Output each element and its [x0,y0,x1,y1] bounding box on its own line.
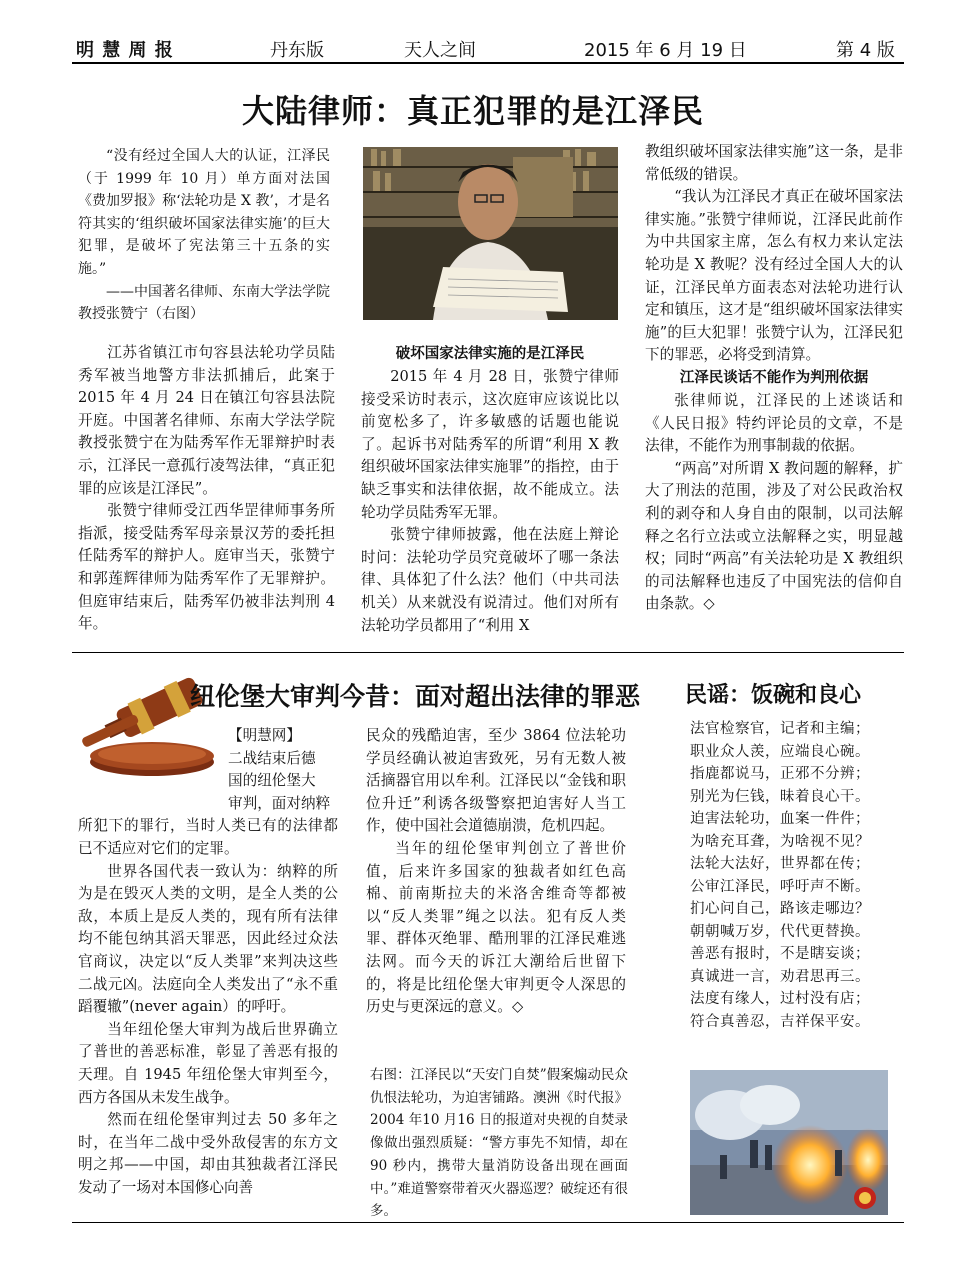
poem-line: 真诚进一言，劝君思再三。 [690,968,870,985]
poem-line: 法度有缘人，过村没有店； [690,991,870,1007]
paragraph: 当年的纽伦堡审判创立了普世价值，后来许多国家的独裁者如红色高棉、前南斯拉夫的米洛舍维奇等都被以“反人类罪”绳之以法。犯有反人类罪、群体灭绝罪、酷刑罪的江泽民难逃法网。而今天的诉江大潮给后世留下的，将是比纽伦堡大审判更令人深思的历史与更深远的意义。◇ [366,839,626,1016]
poem-line: 符合真善忍，吉祥保平安。 [690,1013,870,1030]
paragraph: 张赞宁律师受江西华罡律师事务所指派，接受陆秀军母亲景汉芳的委托担任陆秀军的辩护人。庭审当天，张赞宁和郭莲辉律师为陆秀军作了无罪辩护。但庭审结束后，陆秀军仍被非法判刑 4 年。 [78,502,335,633]
ballad-poem [690,718,870,1033]
article1-col1 [78,342,335,636]
ballad-title: 民谣：饭碗和良心 [685,683,862,708]
article2-title: 纽伦堡大审判今昔：面对超出法律的罪恶 [190,682,641,711]
lawyer-photo [363,147,618,320]
subhead-destroying-law: 破坏国家法律实施的是江泽民 [395,346,585,362]
paragraph: 2015 年 4 月 28 日，张赞宁律师接受采访时表示，这次庭审应该说比以前宽松多了，许多敏感的话题也能说了。起诉书对陆秀军的所谓“利用 X 教组织破坏国家法律实施罪”的指控，由于缺乏事实和法律依据，故不能成立。法轮功学员陆秀军无罪。 [361,368,619,521]
article1-quote [78,145,330,326]
paragraph: 张律师说，江泽民的上述谈话和《人民日报》特约评论员的文章，不是法律，不能作为刑事制裁的依据。 [645,391,903,455]
quote-attribution: ——中国著名律师、东南大学法学院教授张赞宁（右图） [78,283,330,323]
photo-caption: 右图：江泽民以“天安门自焚”假案煽动民众仇恨法轮功，为迫害铺路。澳洲《时代报》2004 年10 月16 日的报道对央视的自焚录像做出强烈质疑：“警方事先不知情，却在 90 秒内，携带大量消防设备出现在画面中。”难道警察带着灭火器巡逻？破绽还有很多。 [370,1067,628,1220]
section-label: 天人之间 [404,40,476,61]
lead-line: 二战结束后德 [228,749,316,767]
poem-line: 别光为仨钱，昧着良心干。 [690,788,870,805]
poem-line: 朝朝喊万岁，代代更替换。 [690,923,870,940]
paragraph: 教组织破坏国家法律实施”这一条，是非常低级的错误。 [645,143,903,183]
paragraph: “两高”对所谓 X 教问题的解释，扩大了刑法的范围，涉及了对公民政治权利的剥夺和人身自由的限制，以司法解释之名行立法或立法解释之实，明显越权；同时“两高”有关法轮功是 X 教组织的司法解释也违反了中国宪法的信仰自由条款。◇ [645,459,903,613]
quote-text: “没有经过全国人大的认证，江泽民（于 1999 年 10 月）单方面对法国《费加罗报》称‘法轮功是 X 教’，才是名符其实的‘组织破坏国家法律实施’的巨大犯罪，是破坏了宪法第三十五条的实施。” [78,148,330,277]
paragraph: 然而在纽伦堡审判过去 50 多年之时，在当年二战中受外敌侵害的东方文明之邦——中国，却由其独裁者江泽民发动了一场对本国修心向善 [78,1111,338,1196]
paragraph: 张赞宁律师披露，他在法庭上辩论时问：法轮功学员究竟破坏了哪一条法律、具体犯了什么法？他们（中共司法机关）从来就没有说清过。他们对所有法轮功学员都用了“利用 X [361,526,619,634]
section-rule [72,652,904,653]
paragraph: 当年纽伦堡大审判为战后世界确立了普世的善恶标准，彰显了善恶有报的天理。自 1945 年纽伦堡大审判至今，西方各国从未发生战争。 [78,1020,338,1106]
poem-line: 迫害法轮功，血案一件件； [690,811,870,827]
header-rule [72,62,904,64]
subhead-not-basis: 江泽民谈话不能作为判刑依据 [679,369,869,386]
paragraph: “我认为江泽民才真正在破坏国家法律实施。”张赞宁律师说，江泽民此前作为中共国家主席，怎么有权力来认定法轮功是 X 教呢？没有经过全国人大的认证，江泽民单方面表态对法轮功进行认定和镇压，这才是“组织破坏国家法律实施”的巨大犯罪！张赞宁认为，江泽民犯下的罪恶，必将受到清算。 [645,188,903,364]
poem-line: 扪心问自己，路该走哪边？ [690,901,870,917]
self-immolation-photo [690,1070,888,1215]
article2-col2 [366,725,626,1019]
article2-col1 [78,725,338,1199]
footer-rule [72,1222,904,1223]
issue-date: 2015 年 6 月 19 日 [584,40,747,61]
masthead: 明 慧 周 报 [76,40,174,61]
paragraph: 民众的残酷迫害，至少 3864 位法轮功学员经确认被迫害致死，另有无数人被活摘器官用以牟利。江泽民以“金钱和职位升迁”利诱各级警察把迫害好人当工作，使中国社会道德崩溃，危机四起。 [366,727,626,835]
paragraph: 世界各国代表一致认为：纳粹的所为是在毁灭人类的文明，是全人类的公敌，本质上是反人类的，现有所有法律均不能包纳其滔天罪恶，因此经过众法官商议，决定以“反人类罪”来判决这些二战元凶。法庭向全人类发出了“永不重蹈覆辙”(never again）的呼吁。 [78,862,338,1016]
article2-source: 【明慧网】 [228,727,301,744]
article1-col3 [645,141,903,616]
lead-line: 国的纽伦堡大 [228,772,316,790]
poem-line: 法轮大法好，世界都在传； [690,856,870,872]
poem-line: 善恶有报时，不是瞎妄谈； [690,946,870,962]
poem-line: 法官检察官，记者和主编； [690,721,870,737]
poem-line: 职业众人羡，应端良心碗。 [690,743,870,760]
article1-title: 大陆律师：真正犯罪的是江泽民 [242,92,705,130]
lead-line: 审判，面对纳粹 [228,794,331,812]
poem-line: 指鹿都说马，正邪不分辨； [690,766,870,782]
edition-label: 丹东版 [270,40,324,61]
paragraph: 江苏省镇江市句容县法轮功学员陆秀军被当地警方非法抓捕后，此案于2015 年 4 月 24 日在镇江句容县法院开庭。中国著名律师、东南大学法学院教授张赞宁在为陆秀军作无罪辩护时表示，江泽民一意孤行凌驾法律，“真正犯罪的应该是江泽民”。 [78,344,335,497]
paragraph: 所犯下的罪行，当时人类已有的法律都已不适应对它们的定罪。 [78,817,338,857]
page-number: 第 4 版 [836,40,895,61]
article1-col2 [361,343,619,637]
poem-line: 公审江泽民，呼吁声不断。 [690,878,870,895]
poem-line: 为啥充耳聋，为啥视不见？ [690,833,870,850]
